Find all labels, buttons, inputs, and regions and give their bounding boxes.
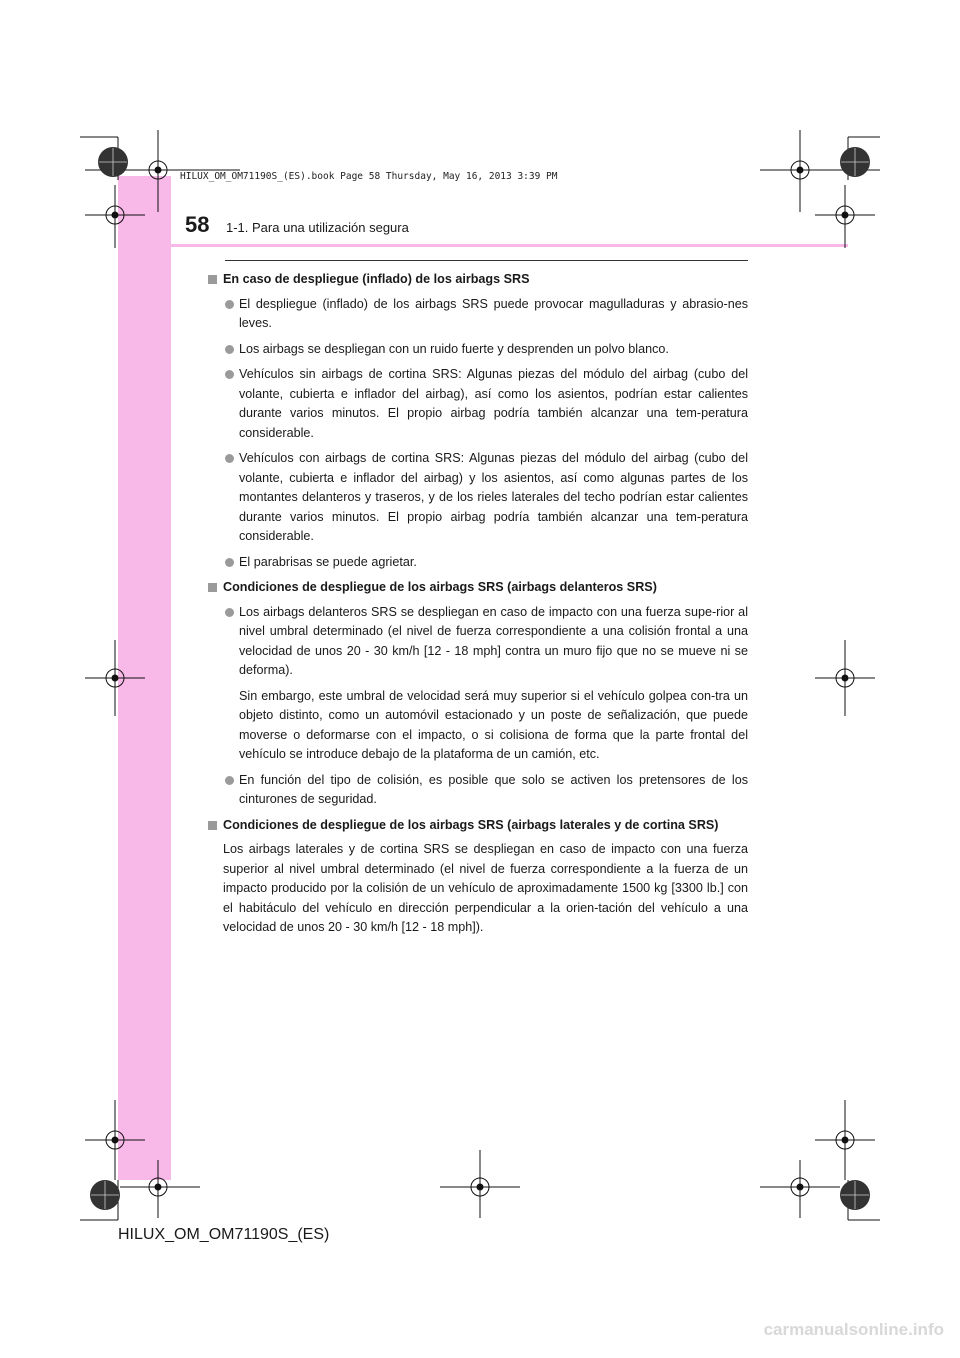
- section-heading: Condiciones de despliegue de los airbags SRS (airbags laterales y de cortina SRS): [208, 816, 748, 836]
- section-heading: En caso de despliegue (inflado) de los airbags SRS: [208, 270, 748, 290]
- list-item: Los airbags se despliegan con un ruido fuerte y desprenden un polvo blanco.: [208, 340, 748, 360]
- page-content: [208, 270, 748, 944]
- list-item: Los airbags delanteros SRS se despliegan en caso de impacto con una fuerza supe-rior al nivel umbral determinado (el nivel de fuerza correspondiente a una colisión frontal a una velocidad de unos 20 - 30 km/h [12 - 18 mph] contra un muro fijo que no se mueve ni se deforma).: [208, 603, 748, 681]
- header-rule: [225, 260, 748, 261]
- bullet-dot-icon: [225, 558, 234, 567]
- bullet-dot-icon: [225, 608, 234, 617]
- list-item: El parabrisas se puede agrietar.: [208, 553, 748, 573]
- list-item: Vehículos sin airbags de cortina SRS: Algunas piezas del módulo del airbag (cubo del volante, cubierta e inflador del airbag), así como los asientos, podrían estar calientes durante varios minutos. El propio airbag podría también alcanzar una tem-peratura considerable.: [208, 365, 748, 443]
- bullet-dot-icon: [225, 370, 234, 379]
- square-bullet-icon: [208, 821, 217, 830]
- chapter-title: 1-1. Para una utilización segura: [226, 220, 409, 235]
- bullet-dot-icon: [225, 300, 234, 309]
- paragraph: Sin embargo, este umbral de velocidad será muy superior si el vehículo golpea con-tra un objeto distinto, como un automóvil estacionado y un poste de señalización, que puede moverse o deformarse con el impacto, o si colisiona de forma que la parte frontal del vehículo se introduce debajo de la plataforma de un camión, etc.: [239, 688, 748, 761]
- list-item: En función del tipo de colisión, es posible que solo se activen los pretensores de los cinturones de seguridad.: [208, 771, 748, 810]
- list-item: Vehículos con airbags de cortina SRS: Algunas piezas del módulo del airbag (cubo del volante, cubierta e inflador del airbag) y los asientos, así como algunas partes de los montantes delanteros y traseros, y de los rieles laterales del techo podrían estar calientes durante varios minutos. El propio airbag podría también alcanzar una tem-peratura considerable.: [208, 449, 748, 547]
- paragraph: Los airbags laterales y de cortina SRS se despliegan en caso de impacto con una fuerza superior al nivel umbral determinado (el nivel de fuerza correspondiente a la fuerza de un impacto producido por la colisión de un vehículo de aproximadamente 1500 kg [3300 lb.] con el habitáculo del vehículo en dirección perpendicular a la orien-tación del vehículo a una velocidad de unos 20 - 30 km/h [12 - 18 mph]).: [223, 842, 748, 934]
- section-heading: Condiciones de despliegue de los airbags SRS (airbags delanteros SRS): [208, 578, 748, 598]
- document-code: HILUX_OM_OM71190S_(ES): [118, 1226, 330, 1243]
- bullet-dot-icon: [225, 454, 234, 463]
- print-info-line: HILUX_OM_OM71190S_(ES).book Page 58 Thursday, May 16, 2013 3:39 PM: [180, 171, 558, 182]
- square-bullet-icon: [208, 583, 217, 592]
- square-bullet-icon: [208, 275, 217, 284]
- bullet-dot-icon: [225, 776, 234, 785]
- list-item: El despliegue (inflado) de los airbags SRS puede provocar magulladuras y abrasio-nes leves.: [208, 295, 748, 334]
- page-number: 58: [185, 212, 210, 237]
- watermark: carmanualsonline.info: [763, 1320, 944, 1339]
- bullet-dot-icon: [225, 345, 234, 354]
